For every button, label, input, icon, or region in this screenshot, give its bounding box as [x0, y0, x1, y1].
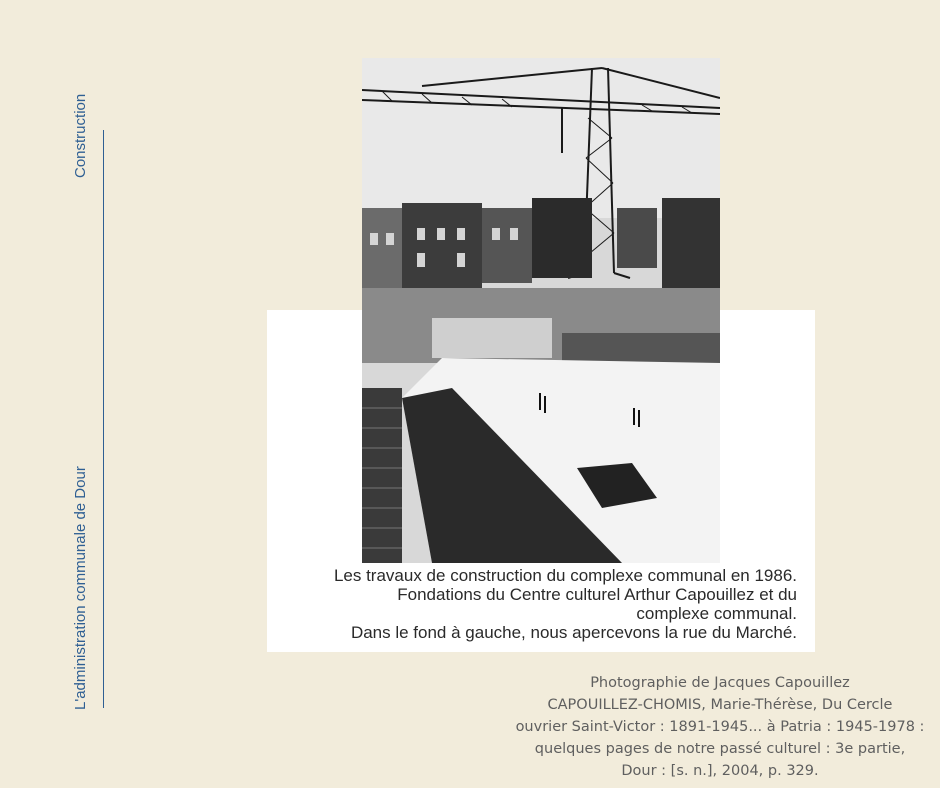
credit-line: Dour : [s. n.], 2004, p. 329.: [621, 763, 819, 779]
photo-caption: [270, 566, 797, 642]
credit-line: CAPOUILLEZ-CHOMIS, Marie-Thérèse, Du Cercle: [547, 697, 893, 713]
section-label: Construction: [72, 93, 89, 178]
organization-label: L'administration communale de Dour: [72, 466, 89, 710]
caption-line: Dans le fond à gauche, nous apercevons la rue du Marché.: [350, 623, 797, 642]
caption-line: Fondations du Centre culturel Arthur Capouillez et du: [397, 585, 797, 604]
credit-line: quelques pages de notre passé culturel : 3e partie,: [534, 741, 906, 757]
caption-line: complexe communal.: [636, 604, 797, 623]
credit-line: Photographie de Jacques Capouillez: [590, 675, 850, 691]
caption-line: Les travaux de construction du complexe communal en 1986.: [333, 566, 797, 585]
source-credits: [505, 672, 935, 782]
credit-line: ouvrier Saint-Victor : 1891-1945... à Patria : 1945-1978 :: [515, 719, 925, 735]
construction-photo: [362, 58, 720, 563]
sidebar-divider: [103, 130, 104, 708]
